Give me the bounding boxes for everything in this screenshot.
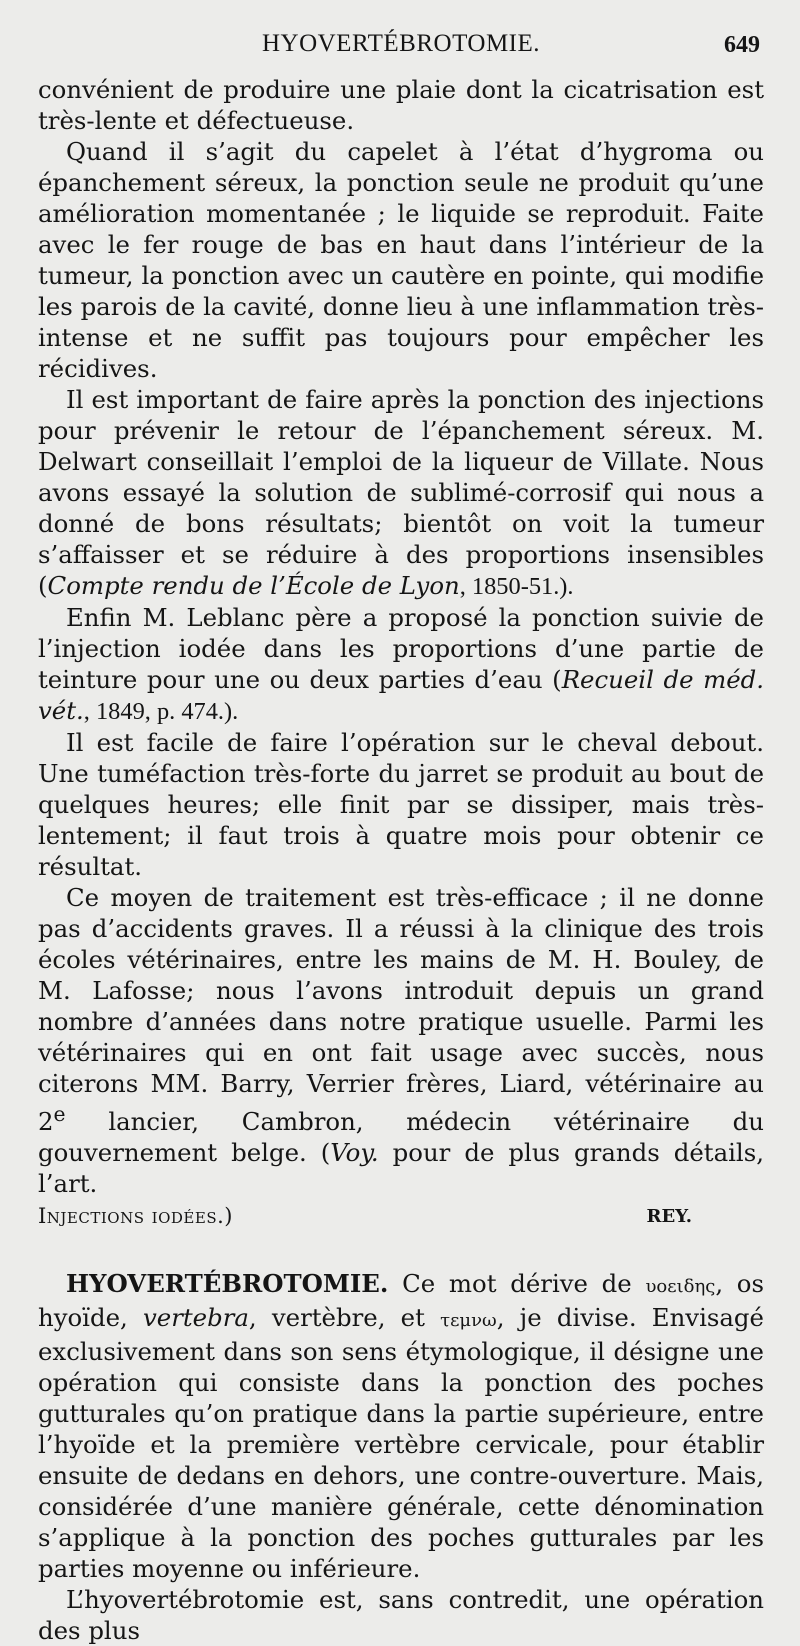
paragraph-text: lancier, Cambron, médecin vétérinaire du gouvernement belge. (	[38, 1107, 764, 1168]
paragraph-text: Enfin M. Leblanc père a proposé la ponction suivie de l’injection iodée dans les proportions d’une partie de teinture pour une ou deux parties d’eau (	[38, 603, 764, 694]
latin-word: vertebra	[142, 1303, 249, 1333]
paragraph-text: Il est facile de faire l’opération sur le cheval debout. Une tuméfaction très-forte du jarret se produit au bout de quelques heures; elle finit par se dissiper, mais très-lentement; il faut trois à quatre mois pour obtenir ce résultat.	[38, 728, 764, 881]
reference-title: Recueil de méd. vét.	[38, 665, 765, 725]
entry-text: , vertèbre, et	[248, 1303, 441, 1333]
paragraph-injections	[38, 384, 764, 602]
greek-word: τεμνω	[440, 1310, 497, 1332]
signature-line	[38, 1201, 764, 1232]
entry-text: Ce mot dérive de	[388, 1269, 646, 1299]
paragraph-text: L’hyovertébrotomie est, sans contredit, une opération des plus	[38, 1585, 764, 1646]
paragraph-last	[38, 1584, 764, 1646]
cross-reference: Injections iodées.)	[38, 1204, 233, 1229]
paragraph-text: Quand il s’agit du capelet à l’état d’hygroma ou épanchement séreux, la ponction seule ne produit qu’une amélioration momentanée ; le liquide se reproduit. Faite avec le fer rouge de bas en haut dans l’intérieur de la tumeur, la ponction avec un cautère en pointe, qui modifie les parois de la cavité, donne lieu à une inflammation très-intense et ne suffit pas toujours pour empêcher les récidives.	[38, 137, 764, 383]
reference-tail: , 1850-51.).	[459, 573, 574, 600]
page-header	[38, 30, 764, 74]
paragraph-text: Il est important de faire après la ponction des injections pour prévenir le retour de l’épanchement séreux. M. Delwart conseillait l’emploi de la liqueur de Villate. Nous avons essayé la solution de sublimé-corrosif qui nous a donné de bons résultats; bientôt on voit la tumeur s’affaisser et se réduire à des proportions insensibles (	[38, 385, 764, 600]
reference-title: Compte rendu de l’École de Lyon	[47, 571, 460, 600]
superscript: e	[53, 1102, 66, 1126]
section-gap	[38, 1232, 764, 1268]
paragraph-continuation	[38, 74, 764, 136]
entry-text: , os hyoïde,	[38, 1269, 764, 1333]
entry-text: , je divise. Envisagé exclusivement dans son sens étymologique, il désigne une opération qui consiste dans la ponction des poches gutturales qu’on pratique dans la partie supérieure, entre l’hyoïde et la première vertèbre cervicale, pour établir ensuite de dedans en dehors, une contre-ouverture. Mais, considérée d’une manière générale, cette dénomination s’applique à la ponction des poches gutturales par les parties moyenne ou inférieure.	[38, 1303, 764, 1584]
author-signature: REY.	[646, 1206, 692, 1228]
paragraph-text: pour de plus grands détails, l’art.	[38, 1138, 764, 1199]
paragraph-text: Ce moyen de traitement est très-efficace ; il ne donne pas d’accidents graves. Il a réussi à la clinique des trois écoles vétérinaires, entre les mains de M. H. Bouley, de M. Lafosse; nous l’avons introduit depuis un grand nombre d’années dans notre pratique usuelle. Parmi les vétérinaires qui en ont fait usage avec succès, nous citerons MM. Barry, Verrier frères, Liard, vétérinaire au 2	[38, 883, 764, 1137]
paragraph-operation	[38, 727, 764, 882]
body-text	[38, 74, 764, 1646]
dictionary-entry	[38, 1268, 764, 1584]
paragraph-leblanc	[38, 602, 764, 727]
running-title: HYOVERTÉBROTOMIE.	[261, 30, 541, 57]
voy-abbrev: Voy.	[330, 1138, 379, 1168]
page-number: 649	[724, 32, 760, 58]
paragraph-treatment	[38, 882, 764, 1199]
entry-headword: HYOVERTÉBROTOMIE.	[66, 1269, 389, 1299]
paragraph-hygroma	[38, 136, 764, 384]
paragraph-text: convénient de produire une plaie dont la cicatrisation est très-lente et défectueuse.	[38, 75, 764, 135]
reference-tail: , 1849, p. 474.).	[83, 698, 239, 725]
greek-word: υοειδης	[645, 1276, 716, 1298]
